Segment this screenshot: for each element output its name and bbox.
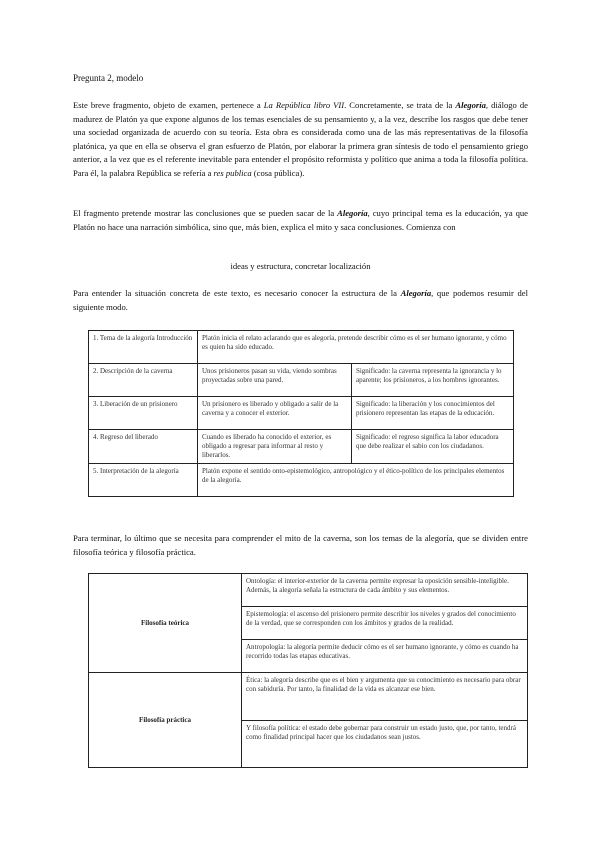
table-row — [89, 673, 528, 721]
themes-table — [88, 573, 528, 768]
theme-cell: Antropología: la alegoría permite deducir cómo es el ser humano ignorante, y cómo es cuando ha recorrido todas las etapas educativas. — [242, 640, 528, 673]
structure-paragraph: Para entender la situación concreta de este texto, es necesario conocer la estructura de la Alegoría, que podemos resumir del siguiente modo. — [73, 288, 529, 312]
table-row — [89, 397, 514, 430]
work-title: La República libro VII — [263, 100, 345, 110]
theme-cell: Epistemología: el ascenso del prisionero permite describir los niveles y grados del conocimiento de la verdad, que se corresponden con los ámbitos y grados de la realidad. — [242, 607, 528, 640]
row-content: Platón expone el sentido onto-epistemológico, antropológico y el ético-político de los principales elementos de la alegoría. — [198, 464, 514, 497]
themes-paragraph: Para terminar, lo último que se necesita para comprender el mito de la caverna, son los temas de la alegoría, que se dividen entre filosofía teórica y filosofía práctica. — [73, 533, 528, 557]
intro-paragraph: Este breve fragmento, objeto de examen, pertenece a La República libro VII. Concretamente, se trata de la Alegoría, diálogo de madurez de Platón ya que expone algunos de los temas esenciales de su pensamiento y, a la vez, describe los rasgos que debe tener una sociedad organizada de acuerdo con su teoría. Esta obra es considerada como una de las más representativas de la filosofía platónica, ya que en ella se observa el gran esfuerzo de Platón, por elaborar la primera gran síntesis de todo el pensamiento griego anterior, a la vez que es el referente inevitable para entender el propósito reformista y político que anima a toda la filosofía política. Para él, la palabra República se refería a res publica (cosa pública). — [73, 100, 528, 178]
row-meaning: Significado: la caverna representa la ignorancia y lo aparente; los prisioneros, a los hombres ignorantes. — [351, 364, 513, 397]
theme-cell: Ética: la alegoría describe que es el bien y argumenta que su conocimiento es necesario para obrar con sabiduría. Por tanto, la finalidad de la vida es alcanzar ese bien. — [242, 673, 528, 721]
row-description: Un prisionero es liberado y obligado a salir de la caverna y a conocer el exterior. — [198, 397, 352, 430]
row-meaning: Significado: el regreso significa la labor educadora que debe realizar el sabio con los ciudadanos. — [351, 430, 513, 464]
row-label: 3. Liberación de un prisionero — [89, 397, 198, 430]
table-row — [89, 464, 514, 497]
row-label: 5. Interpretación de la alegoría — [89, 464, 198, 497]
theoretical-label: Filosofía teórica — [89, 574, 242, 673]
section-subtitle: ideas y estructura, concretar localización — [230, 261, 371, 271]
structure-table — [88, 330, 514, 497]
row-description: Cuando es liberado ha conocido el exterior, es obligado a regresar para informar al resto y liberarlos. — [198, 430, 352, 464]
row-description: Unos prisioneros pasan su vida, viendo sombras proyectadas sobre una pared. — [198, 364, 352, 397]
fragment-paragraph: El fragmento pretende mostrar las conclusiones que se pueden sacar de la Alegoría, cuyo principal tema es la educación, ya que Platón no hace una narración simbólica, sino que, más bien, explica el mito y saca conclusiones. Comienza con — [73, 208, 528, 232]
table-row — [89, 331, 514, 364]
row-meaning: Significado: la liberación y los conocimientos del prisionero representan las etapas de la educación. — [351, 397, 513, 430]
practical-label: Filosofía práctica — [89, 673, 242, 768]
table-row — [89, 430, 514, 464]
table-row — [89, 364, 514, 397]
page-heading: Pregunta 2, modelo — [73, 73, 144, 83]
row-label: 4. Regreso del liberado — [89, 430, 198, 464]
row-label: 2. Descripción de la caverna — [89, 364, 198, 397]
theme-cell: Y filosofía política: el estado debe gobernar para construir un estado justo, que, por tanto, tendrá como finalidad principal hacer que los ciudadanos sean justos. — [242, 720, 528, 768]
row-content: Platón inicia el relato aclarando que es alegoría, pretende describir cómo es el ser humano ignorante, y cómo es quien ha sido educado. — [198, 331, 514, 364]
theme-cell: Ontología: el interior-exterior de la caverna permite expresar la oposición sensible-inteligible. Además, la alegoría señala la estructura de cada ámbito y sus elementos. — [242, 574, 528, 607]
table-row — [89, 574, 528, 607]
row-label: 1. Tema de la alegoría Introducción — [89, 331, 198, 364]
